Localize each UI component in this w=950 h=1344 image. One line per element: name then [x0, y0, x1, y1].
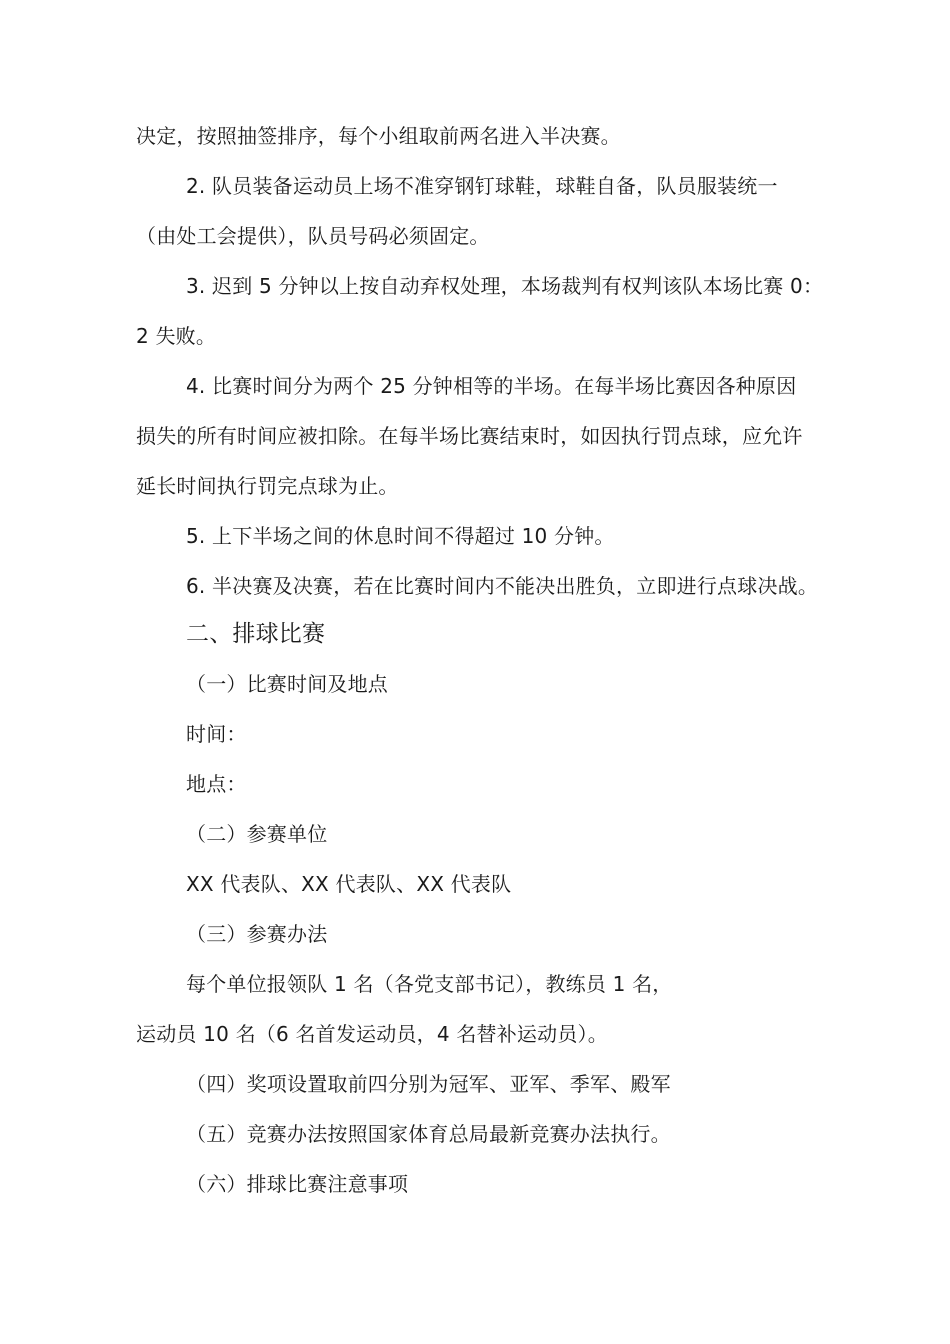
field-time-label: 时间：	[186, 722, 247, 746]
paragraph-line-9: 5. 上下半场之间的休息时间不得超过 10 分钟。	[186, 524, 615, 548]
field-location-label: 地点：	[186, 772, 247, 796]
paragraph-line-3: （由处工会提供），队员号码必须固定。	[136, 224, 490, 248]
paragraph-line-2: 2. 队员装备运动员上场不准穿钢钉球鞋，球鞋自备，队员服装统一	[186, 174, 778, 198]
subheading-notes: （六）排球比赛注意事项	[186, 1172, 409, 1196]
paragraph-line-method-1: 每个单位报领队 1 名（各党支部书记），教练员 1 名，	[186, 972, 673, 996]
participants-list: XX 代表队、XX 代表队、XX 代表队	[186, 872, 512, 896]
paragraph-line-method-2: 运动员 10 名（6 名首发运动员，4 名替补运动员）。	[136, 1022, 608, 1046]
subheading-time-location: （一）比赛时间及地点	[186, 672, 388, 696]
paragraph-line-10: 6. 半决赛及决赛，若在比赛时间内不能决出胜负，立即进行点球决战。	[186, 574, 819, 598]
subheading-awards: （四）奖项设置取前四分别为冠军、亚军、季军、殿军	[186, 1072, 671, 1096]
paragraph-line-1: 决定，按照抽签排序，每个小组取前两名进入半决赛。	[136, 124, 621, 148]
paragraph-line-5: 2 失败。	[136, 324, 217, 348]
section-heading-volleyball: 二、排球比赛	[186, 621, 326, 647]
paragraph-line-8: 延长时间执行罚完点球为止。	[136, 474, 399, 498]
paragraph-line-7: 损失的所有时间应被扣除。在每半场比赛结束时，如因执行罚点球，应允许	[136, 424, 803, 448]
subheading-method: （三）参赛办法	[186, 922, 328, 946]
subheading-rules: （五）竞赛办法按照国家体育总局最新竞赛办法执行。	[186, 1122, 671, 1146]
subheading-participants: （二）参赛单位	[186, 822, 328, 846]
paragraph-line-6: 4. 比赛时间分为两个 25 分钟相等的半场。在每半场比赛因各种原因	[186, 374, 797, 398]
paragraph-line-4: 3. 迟到 5 分钟以上按自动弃权处理，本场裁判有权判该队本场比赛 0：	[186, 274, 824, 298]
